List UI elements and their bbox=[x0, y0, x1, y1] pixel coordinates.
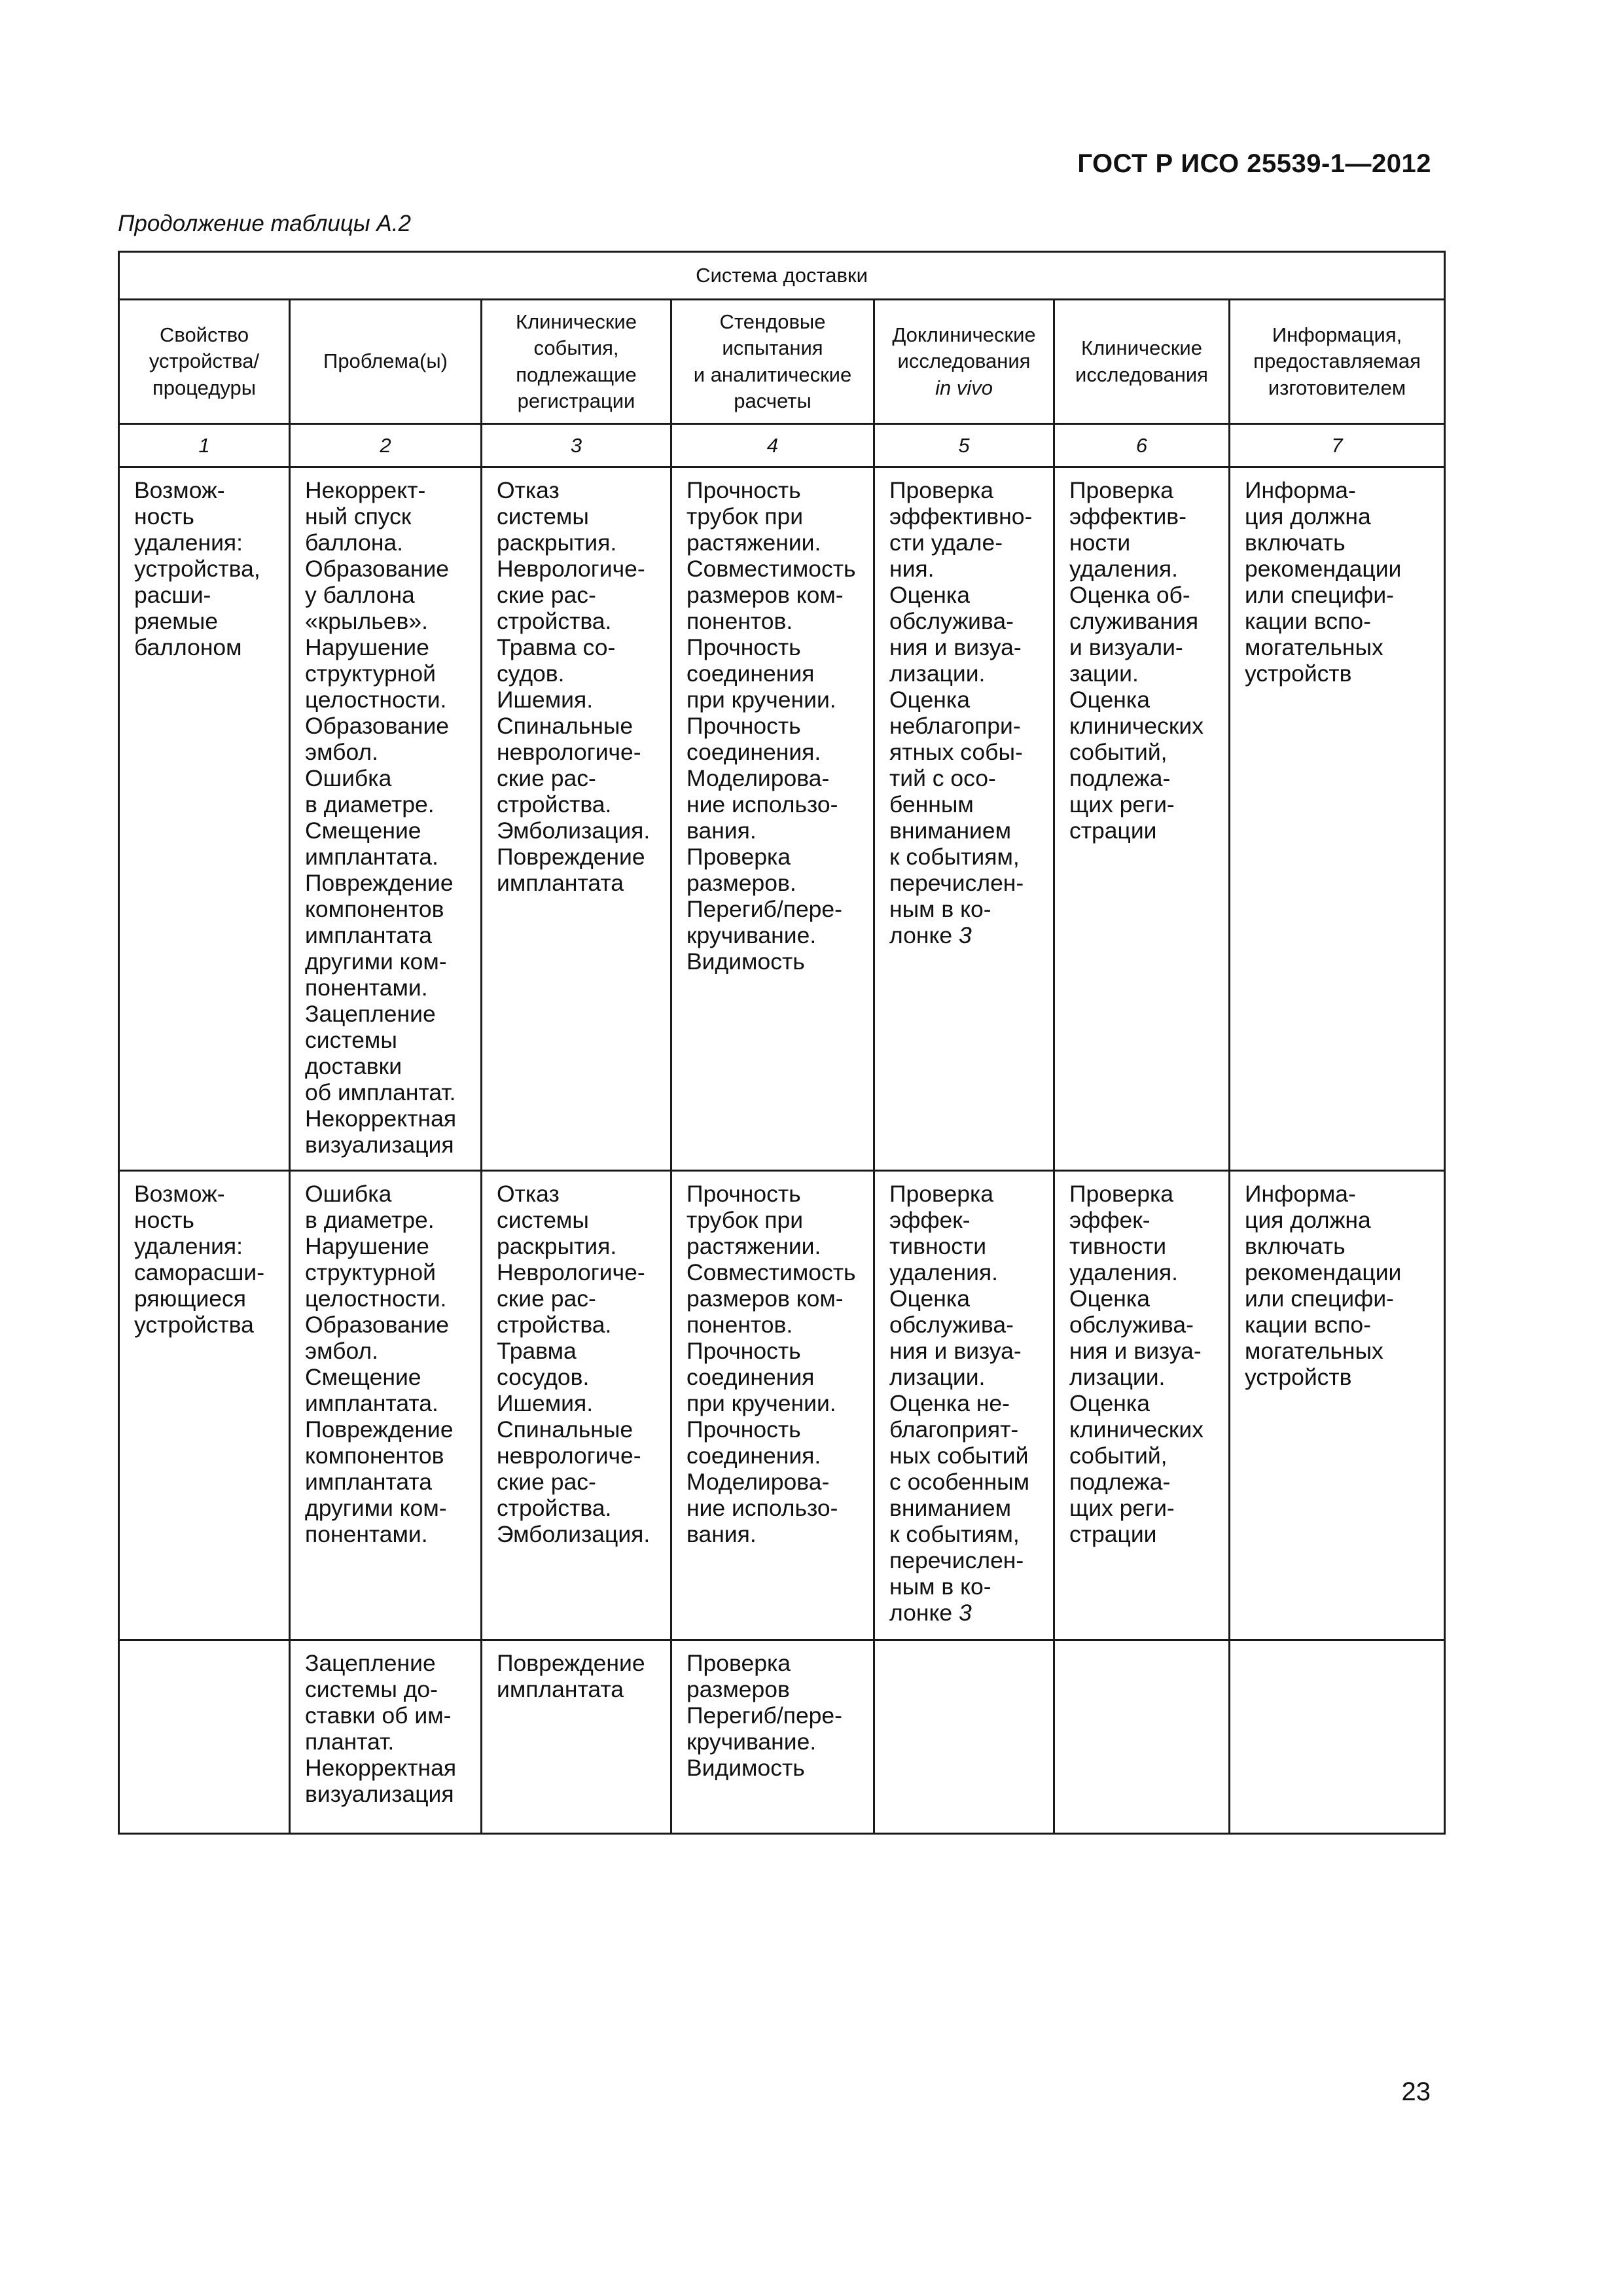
cell-text-line: растяжении. bbox=[687, 529, 821, 556]
cell-text-line: Образование bbox=[305, 713, 450, 739]
table-cell bbox=[290, 1640, 482, 1834]
cell-text-line: клинических bbox=[1069, 713, 1204, 739]
table-cell bbox=[671, 1171, 874, 1640]
table-cell bbox=[1230, 1640, 1445, 1834]
table-cell bbox=[1054, 467, 1230, 1171]
cell-text-line: ния и визуа- bbox=[889, 1338, 1022, 1364]
column-number: 6 bbox=[1054, 424, 1230, 467]
cell-text-line: неблагопри- bbox=[889, 713, 1021, 739]
cell-text-line: ские рас- bbox=[497, 582, 596, 608]
cell-text-line: Информа- bbox=[1245, 1181, 1356, 1207]
cell-text-line: Отказ bbox=[497, 477, 560, 503]
column-header-6 bbox=[1054, 300, 1230, 424]
cell-text-line: Прочность bbox=[687, 1416, 801, 1443]
column-header-line: изготовителем bbox=[1268, 376, 1406, 399]
cell-text-line: трубок при bbox=[687, 503, 804, 529]
cell-text-line: ские рас- bbox=[497, 1285, 596, 1312]
cell-text-line: Проверка bbox=[1069, 1181, 1174, 1207]
column-header-line: подлежащие bbox=[516, 363, 637, 386]
table-cell bbox=[482, 1640, 671, 1834]
cell-text-line: ных событий bbox=[889, 1443, 1029, 1469]
column-header-line: Стендовые bbox=[719, 310, 826, 333]
cell-text-line: обслужива- bbox=[1069, 1312, 1194, 1338]
cell-text-line: вниманием bbox=[889, 1495, 1012, 1521]
cell-text-line: Некорректная bbox=[305, 1105, 457, 1132]
column-header-line: и аналитические bbox=[693, 363, 852, 386]
table-row bbox=[119, 467, 1445, 1171]
cell-text-line: Ишемия. bbox=[497, 1390, 594, 1416]
cell-text-line: Повреждение bbox=[305, 870, 454, 896]
cell-text-line: могательных bbox=[1245, 1338, 1383, 1364]
cell-text-line: тий с осо- bbox=[889, 765, 996, 791]
column-header-line: устройства/ bbox=[149, 350, 260, 373]
cell-text-line: кручивание. bbox=[687, 1729, 817, 1755]
cell-text-line: понентов. bbox=[687, 608, 793, 634]
cell-text-line: ские рас- bbox=[497, 765, 596, 791]
cell-text-line: Видимость bbox=[687, 1755, 805, 1781]
cell-text-line: Проверка bbox=[889, 477, 994, 503]
cell-text-line: Оценка об- bbox=[1069, 582, 1190, 608]
column-reference: 3 bbox=[959, 922, 972, 948]
column-number: 7 bbox=[1230, 424, 1445, 467]
cell-text-line: имплантата. bbox=[305, 844, 438, 870]
cell-text-line: соединения bbox=[687, 660, 815, 687]
cell-text-line: Неврологиче- bbox=[497, 556, 645, 582]
cell-text-line: ным в ко- bbox=[889, 1573, 991, 1600]
cell-text-line: Проверка bbox=[687, 1650, 791, 1676]
column-header-line: исследования bbox=[897, 350, 1031, 373]
cell-text-line: стройства. bbox=[497, 791, 612, 817]
cell-text-line: имплантата bbox=[497, 1676, 624, 1702]
cell-text-line: Проверка bbox=[889, 1181, 994, 1207]
cell-text-line: понентами. bbox=[305, 1521, 428, 1547]
table-cell bbox=[290, 1171, 482, 1640]
cell-text-line: имплантата bbox=[497, 870, 624, 896]
cell-text-line: рекомендации bbox=[1245, 556, 1402, 582]
column-header-line: испытания bbox=[722, 336, 823, 360]
cell-text-line: Перегиб/пере- bbox=[687, 896, 842, 922]
cell-text-line: ность bbox=[134, 503, 194, 529]
cell-text-line: ния и визуа- bbox=[889, 634, 1022, 660]
cell-text-line: и визуали- bbox=[1069, 634, 1183, 660]
cell-text-line: рекомендации bbox=[1245, 1259, 1402, 1285]
cell-text-line: Оценка не- bbox=[889, 1390, 1010, 1416]
cell-text-line: кручивание. bbox=[687, 922, 817, 948]
cell-text-line: неврологиче- bbox=[497, 739, 641, 765]
table-cell bbox=[119, 1171, 290, 1640]
cell-text-line: подлежа- bbox=[1069, 1469, 1171, 1495]
cell-text-line: соединения. bbox=[687, 1443, 821, 1469]
column-header-line: Доклинические bbox=[892, 323, 1036, 347]
cell-text-line: обслужива- bbox=[889, 1312, 1014, 1338]
cell-text-line: или специфи- bbox=[1245, 1285, 1394, 1312]
cell-text-line: включать bbox=[1245, 529, 1346, 556]
table-section-title: Система доставки bbox=[119, 252, 1445, 300]
cell-text-line: эффек- bbox=[889, 1207, 971, 1233]
cell-text-line: Спинальные bbox=[497, 1416, 633, 1443]
cell-text-line: Прочность bbox=[687, 634, 801, 660]
column-reference: 3 bbox=[959, 1600, 972, 1626]
column-header-line: Клинические bbox=[516, 310, 637, 333]
cell-text-line: Травма со- bbox=[497, 634, 616, 660]
cell-text-line: Образование bbox=[305, 1312, 450, 1338]
cell-text-line: ности bbox=[1069, 529, 1131, 556]
cell-text-line: кации вспо- bbox=[1245, 608, 1371, 634]
cell-text-line: структурной bbox=[305, 1259, 436, 1285]
table-row bbox=[119, 1640, 1445, 1834]
cell-text-line: соединения. bbox=[687, 739, 821, 765]
cell-text-line: системы bbox=[497, 503, 589, 529]
cell-text-line: вниманием bbox=[889, 817, 1012, 844]
cell-text-line: Повреждение bbox=[305, 1416, 454, 1443]
cell-text-line: имплантата bbox=[305, 1469, 432, 1495]
cell-text-line: визуализация bbox=[305, 1132, 454, 1158]
cell-text-line: ция должна bbox=[1245, 503, 1371, 529]
cell-text-line: Зацепление bbox=[305, 1650, 436, 1676]
cell-text-line: кации вспо- bbox=[1245, 1312, 1371, 1338]
cell-text-line: Прочность bbox=[687, 477, 801, 503]
column-header-2 bbox=[290, 300, 482, 424]
table-continuation-caption: Продолжение таблицы А.2 bbox=[118, 211, 411, 236]
cell-text-line: Ошибка bbox=[305, 765, 392, 791]
column-header-line: процедуры bbox=[152, 376, 256, 399]
column-header-3 bbox=[482, 300, 671, 424]
cell-text-line: Ишемия. bbox=[497, 687, 594, 713]
cell-text-line: удаления: bbox=[134, 1233, 243, 1259]
cell-text-line: Эмболизация. bbox=[497, 817, 651, 844]
cell-text-line: Прочность bbox=[687, 1181, 801, 1207]
table-cell bbox=[482, 1171, 671, 1640]
cell-text-line: неврологиче- bbox=[497, 1443, 641, 1469]
column-header-line: in vivo bbox=[935, 376, 993, 399]
cell-text-line: ские рас- bbox=[497, 1469, 596, 1495]
cell-text-line: раскрытия. bbox=[497, 529, 617, 556]
cell-text-line: в диаметре. bbox=[305, 791, 435, 817]
cell-text-line: с особенным bbox=[889, 1469, 1030, 1495]
column-number: 2 bbox=[290, 424, 482, 467]
cell-text-line: событий, bbox=[1069, 1443, 1168, 1469]
table-cell bbox=[482, 467, 671, 1171]
cell-text-line: удаления: bbox=[134, 529, 243, 556]
cell-text-line: Нарушение bbox=[305, 1233, 429, 1259]
cell-text-line: обслужива- bbox=[889, 608, 1014, 634]
cell-text-line: лонке 3 bbox=[889, 922, 972, 948]
cell-text-line: устройств bbox=[1245, 1364, 1352, 1390]
cell-text-line: ятных собы- bbox=[889, 739, 1023, 765]
cell-text-line: об имплантат. bbox=[305, 1079, 456, 1105]
cell-text-line: эффективно- bbox=[889, 503, 1033, 529]
cell-text-line: Неврологиче- bbox=[497, 1259, 645, 1285]
cell-text-line: лизации. bbox=[1069, 1364, 1166, 1390]
page-number: 23 bbox=[1401, 2077, 1431, 2106]
cell-text-line: эмбол. bbox=[305, 739, 378, 765]
cell-text-line: сти удале- bbox=[889, 529, 1003, 556]
cell-text-line: служивания bbox=[1069, 608, 1199, 634]
cell-text-line: благоприят- bbox=[889, 1416, 1019, 1443]
column-header-line: Клинические bbox=[1081, 336, 1202, 360]
table-cell bbox=[290, 467, 482, 1171]
document-standard-header: ГОСТ Р ИСО 25539-1—2012 bbox=[1077, 149, 1431, 178]
cell-text-line: Повреждение bbox=[497, 844, 645, 870]
cell-text-line: Возмож- bbox=[134, 1181, 225, 1207]
cell-text-line: Прочность bbox=[687, 713, 801, 739]
cell-text-line: удаления. bbox=[1069, 1259, 1179, 1285]
cell-text-line: Видимость bbox=[687, 948, 805, 975]
cell-text-line: другими ком- bbox=[305, 948, 447, 975]
table-cell bbox=[874, 1640, 1054, 1834]
table-cell bbox=[1230, 1171, 1445, 1640]
cell-text-line: эффек- bbox=[1069, 1207, 1150, 1233]
cell-text-line: Зацепление bbox=[305, 1001, 436, 1027]
cell-text-line: ние использо- bbox=[687, 1495, 838, 1521]
column-number: 3 bbox=[482, 424, 671, 467]
cell-text-line: Оценка bbox=[889, 687, 970, 713]
cell-text-line: к событиям, bbox=[889, 844, 1020, 870]
cell-text-line: Некоррект- bbox=[305, 477, 426, 503]
column-header-line: Информация, bbox=[1272, 323, 1402, 347]
cell-text-line: размеров. bbox=[687, 870, 796, 896]
cell-text-line: целостности. bbox=[305, 1285, 447, 1312]
cell-text-line: ция должна bbox=[1245, 1207, 1371, 1233]
cell-text-line: Проверка bbox=[1069, 477, 1174, 503]
column-header-1 bbox=[119, 300, 290, 424]
column-number: 4 bbox=[671, 424, 874, 467]
cell-text-line: баллона. bbox=[305, 529, 404, 556]
cell-text-line: удаления. bbox=[889, 1259, 999, 1285]
cell-text-line: размеров ком- bbox=[687, 582, 844, 608]
cell-text-line: Образование bbox=[305, 556, 450, 582]
cell-text-line: Моделирова- bbox=[687, 1469, 830, 1495]
cell-text-line: ность bbox=[134, 1207, 194, 1233]
cell-text-line: доставки bbox=[305, 1053, 402, 1079]
cell-text-line: имплантата. bbox=[305, 1390, 438, 1416]
cell-text-line: страции bbox=[1069, 1521, 1157, 1547]
cell-text-line: лонке 3 bbox=[889, 1600, 972, 1626]
cell-text-line: визуализация bbox=[305, 1781, 454, 1807]
cell-text-line: Некорректная bbox=[305, 1755, 457, 1781]
cell-text-line: тивности bbox=[1069, 1233, 1167, 1259]
cell-text-line: эффектив- bbox=[1069, 503, 1186, 529]
cell-text-line: страции bbox=[1069, 817, 1157, 844]
table-cell bbox=[874, 1171, 1054, 1640]
column-number: 5 bbox=[874, 424, 1054, 467]
cell-text-line: в диаметре. bbox=[305, 1207, 435, 1233]
cell-text-line: ставки об им- bbox=[305, 1702, 452, 1729]
cell-text-line: «крыльев». bbox=[305, 608, 428, 634]
table-row bbox=[119, 1171, 1445, 1640]
cell-text-line: Смещение bbox=[305, 817, 421, 844]
cell-text-line: плантат. bbox=[305, 1729, 395, 1755]
cell-text-line: тивности bbox=[889, 1233, 987, 1259]
column-header-line: расчеты bbox=[734, 389, 812, 412]
table-cell bbox=[874, 467, 1054, 1171]
cell-text-line: перечислен- bbox=[889, 1547, 1024, 1573]
cell-text-line: Повреждение bbox=[497, 1650, 645, 1676]
cell-text-line: ряющиеся bbox=[134, 1285, 246, 1312]
cell-text-line: к событиям, bbox=[889, 1521, 1020, 1547]
cell-text-line: Оценка bbox=[889, 1285, 970, 1312]
cell-text-line: Оценка bbox=[889, 582, 970, 608]
cell-text-line: понентами. bbox=[305, 975, 428, 1001]
table-cell bbox=[1054, 1640, 1230, 1834]
cell-text-line: у баллона bbox=[305, 582, 415, 608]
cell-text-line: лизации. bbox=[889, 1364, 986, 1390]
cell-text-line: целостности. bbox=[305, 687, 447, 713]
cell-text-line: стройства. bbox=[497, 1312, 612, 1338]
cell-text-line: лизации. bbox=[889, 660, 986, 687]
cell-text-line: Моделирова- bbox=[687, 765, 830, 791]
table-cell bbox=[1054, 1171, 1230, 1640]
cell-text-line: Возмож- bbox=[134, 477, 225, 503]
column-header-line: исследования bbox=[1075, 363, 1208, 386]
cell-text-line: при кручении. bbox=[687, 1390, 836, 1416]
column-header-line: Свойство bbox=[159, 323, 249, 347]
cell-text-line: Совместимость bbox=[687, 1259, 856, 1285]
cell-text-line: компонентов bbox=[305, 896, 444, 922]
cell-text-line: ния и визуа- bbox=[1069, 1338, 1202, 1364]
cell-text-line: Нарушение bbox=[305, 634, 429, 660]
cell-text-line: Травма bbox=[497, 1338, 577, 1364]
cell-text-line: перечислен- bbox=[889, 870, 1024, 896]
cell-text-line: стройства. bbox=[497, 1495, 612, 1521]
cell-text-line: устройства bbox=[134, 1312, 254, 1338]
cell-text-line: Проверка bbox=[687, 844, 791, 870]
cell-text-line: зации. bbox=[1069, 660, 1139, 687]
cell-text-line: устройства, bbox=[134, 556, 260, 582]
cell-text-line: Спинальные bbox=[497, 713, 633, 739]
cell-text-line: Совместимость bbox=[687, 556, 856, 582]
table-cell bbox=[119, 467, 290, 1171]
cell-text-line: системы bbox=[305, 1027, 397, 1053]
cell-text-line: понентов. bbox=[687, 1312, 793, 1338]
cell-text-line: трубок при bbox=[687, 1207, 804, 1233]
column-header-line: события, bbox=[533, 336, 619, 360]
table-cell bbox=[1230, 467, 1445, 1171]
cell-text-line: имплантата bbox=[305, 922, 432, 948]
cell-text-line: щих реги- bbox=[1069, 1495, 1175, 1521]
table-cell bbox=[119, 1640, 290, 1834]
cell-text-line: Перегиб/пере- bbox=[687, 1702, 842, 1729]
delivery-system-table bbox=[118, 251, 1446, 1835]
cell-text-line: эмбол. bbox=[305, 1338, 378, 1364]
cell-text-line: Прочность bbox=[687, 1338, 801, 1364]
cell-text-line: другими ком- bbox=[305, 1495, 447, 1521]
cell-text-line: удаления. bbox=[1069, 556, 1179, 582]
table-cell bbox=[671, 1640, 874, 1834]
cell-text-line: могательных bbox=[1245, 634, 1383, 660]
cell-text-line: расши- bbox=[134, 582, 211, 608]
cell-text-line: Информа- bbox=[1245, 477, 1356, 503]
cell-text-line: раскрытия. bbox=[497, 1233, 617, 1259]
cell-text-line: компонентов bbox=[305, 1443, 444, 1469]
cell-text-line: при кручении. bbox=[687, 687, 836, 713]
cell-text-line: саморасши- bbox=[134, 1259, 265, 1285]
cell-text-line: Смещение bbox=[305, 1364, 421, 1390]
cell-text-line: или специфи- bbox=[1245, 582, 1394, 608]
column-header-5 bbox=[874, 300, 1054, 424]
cell-text-line: щих реги- bbox=[1069, 791, 1175, 817]
cell-text-line: Эмболизация. bbox=[497, 1521, 651, 1547]
cell-text-line: клинических bbox=[1069, 1416, 1204, 1443]
cell-text-line: подлежа- bbox=[1069, 765, 1171, 791]
cell-text-line: судов. bbox=[497, 660, 565, 687]
table-cell bbox=[671, 467, 874, 1171]
cell-text-line: сосудов. bbox=[497, 1364, 590, 1390]
column-header-4 bbox=[671, 300, 874, 424]
cell-text-line: включать bbox=[1245, 1233, 1346, 1259]
cell-text-line: системы до- bbox=[305, 1676, 438, 1702]
cell-text-line: Отказ bbox=[497, 1181, 560, 1207]
cell-text-line: Оценка bbox=[1069, 1285, 1150, 1312]
cell-text-line: размеров bbox=[687, 1676, 790, 1702]
cell-text-line: событий, bbox=[1069, 739, 1168, 765]
cell-text-line: растяжении. bbox=[687, 1233, 821, 1259]
cell-text-line: структурной bbox=[305, 660, 436, 687]
column-header-line: регистрации bbox=[517, 389, 635, 412]
cell-text-line: стройства. bbox=[497, 608, 612, 634]
cell-text-line: бенным bbox=[889, 791, 974, 817]
cell-text-line: размеров ком- bbox=[687, 1285, 844, 1312]
cell-text-line: устройств bbox=[1245, 660, 1352, 687]
cell-text-line: ние использо- bbox=[687, 791, 838, 817]
cell-text-line: Ошибка bbox=[305, 1181, 392, 1207]
cell-text-line: Оценка bbox=[1069, 1390, 1150, 1416]
column-header-line: Проблема(ы) bbox=[323, 350, 448, 373]
cell-text-line: ния. bbox=[889, 556, 935, 582]
cell-text-line: системы bbox=[497, 1207, 589, 1233]
cell-text-line: ряемые bbox=[134, 608, 218, 634]
column-header-line: предоставляемая bbox=[1253, 350, 1421, 373]
cell-text-line: Оценка bbox=[1069, 687, 1150, 713]
cell-text-line: вания. bbox=[687, 1521, 757, 1547]
column-header-7 bbox=[1230, 300, 1445, 424]
cell-text-line: ным в ко- bbox=[889, 896, 991, 922]
cell-text-line: баллоном bbox=[134, 634, 242, 660]
cell-text-line: ный спуск bbox=[305, 503, 412, 529]
cell-text-line: соединения bbox=[687, 1364, 815, 1390]
cell-text-line: вания. bbox=[687, 817, 757, 844]
column-number: 1 bbox=[119, 424, 290, 467]
